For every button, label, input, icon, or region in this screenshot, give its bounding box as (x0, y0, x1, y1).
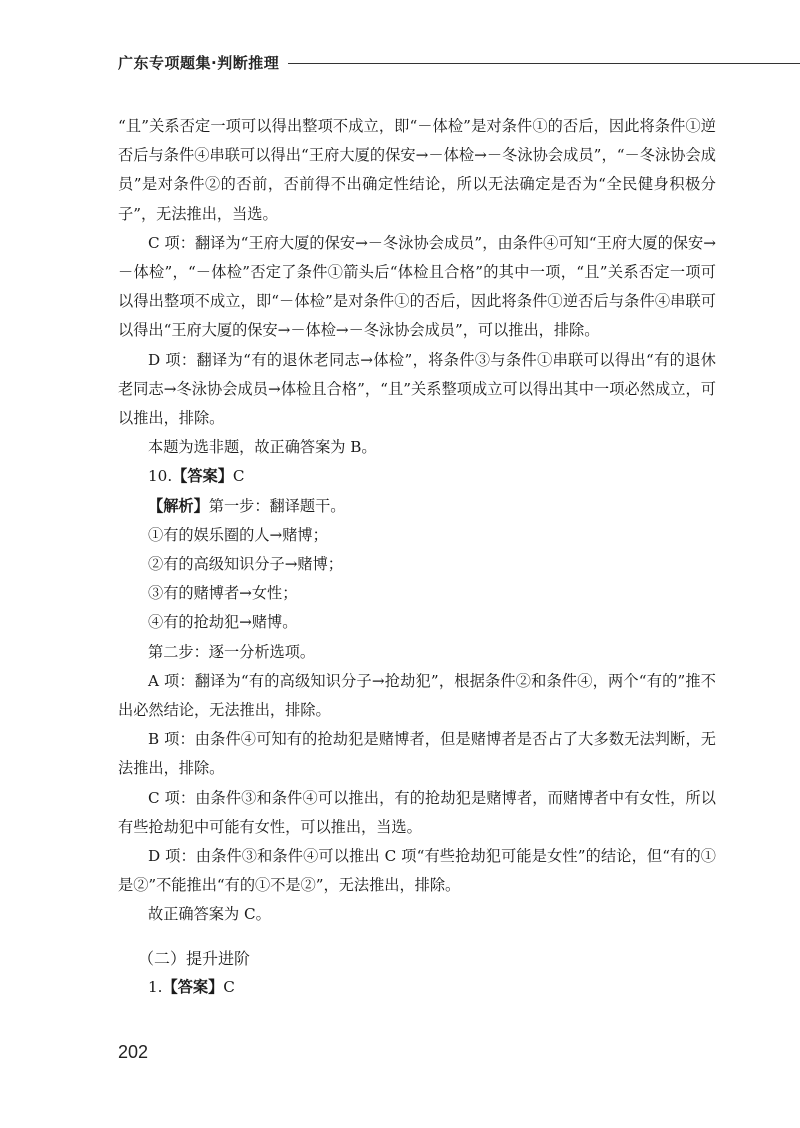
answer-line-q1 (118, 973, 716, 1002)
paragraph-d-option: D 项：翻译为“有的退休老同志→体检”，将条件③与条件①串联可以得出“有的退休老同志→冬泳协会成员→体检且合格”，“且”关系整项成立可以得出其中一项必然成立，可以推出，排除。 (118, 350, 716, 428)
answer-line-q10 (118, 462, 716, 491)
analysis-step-1: 第一步：翻译题干。 (208, 496, 346, 515)
header-title: 广东专项题集·判断推理 (118, 54, 280, 72)
page-content (118, 112, 716, 1002)
question-number: 1. (148, 977, 163, 996)
answer-label: 【答案】 (162, 977, 224, 996)
section-title: （二）提升进阶 (138, 948, 251, 968)
page-number: 202 (118, 1042, 149, 1062)
answer-value: C (223, 977, 235, 996)
paragraph-answer-q9: 本题为选非题，故正确答案为 B。 (148, 438, 377, 457)
paragraph-c-option: C 项：翻译为“王府大厦的保安→－冬泳协会成员”，由条件④可知“王府大厦的保安→－体检”，“－体检”否定了条件①箭头后“体检且合格”的其中一项，“且”关系否定一项可以得出整项不成立，即“－体检”是对条件①的否后，因此将条件①逆否后与条件④串联可以得出“王府大厦的保安→－体检→－冬泳协会成员”，可以推出，排除。 (118, 233, 716, 340)
option-c-analysis: C 项：由条件③和条件④可以推出，有的抢劫犯是赌博者，而赌博者中有女性，所以有些抢劫犯中可能有女性，可以推出，当选。 (118, 788, 716, 836)
option-b-analysis: B 项：由条件④可知有的抢劫犯是赌博者，但是赌博者是否占了大多数无法判断，无法推出，排除。 (118, 730, 716, 778)
analysis-step-2: 第二步：逐一分析选项。 (148, 642, 316, 661)
question-number: 10. (148, 467, 173, 486)
condition-3: ③有的赌博者→女性； (148, 584, 298, 603)
option-d-analysis: D 项：由条件③和条件④可以推出 C 项“有些抢劫犯可能是女性”的结论，但“有的①是②”不能推出“有的①不是②”，无法推出，排除。 (118, 847, 716, 895)
condition-2: ②有的高级知识分子→赌博； (148, 555, 343, 574)
running-header (118, 52, 718, 76)
option-a-analysis: A 项：翻译为“有的高级知识分子→抢劫犯”，根据条件②和条件④，两个“有的”推不出必然结论，无法推出，排除。 (118, 671, 716, 720)
final-answer-q10: 故正确答案为 C。 (148, 905, 271, 924)
header-rule (288, 63, 800, 64)
condition-1: ①有的娱乐圈的人→赌博； (148, 525, 328, 544)
condition-4: ④有的抢劫犯→赌博。 (148, 613, 298, 632)
analysis-line (118, 492, 716, 521)
analysis-label: 【解析】 (148, 496, 209, 515)
answer-label: 【答案】 (172, 467, 233, 486)
paragraph-b-option-cont: “且”关系否定一项可以得出整项不成立，即“－体检”是对条件①的否后，因此将条件①逆否后与条件④串联可以得出“王府大厦的保安→－体检→－冬泳协会成员”，“－冬泳协会成员”是对条件②的否前，否前得不出确定性结论，所以无法确定是否为“全民健身积极分子”，无法推出，当选。 (118, 117, 716, 223)
answer-value: C (232, 467, 245, 486)
